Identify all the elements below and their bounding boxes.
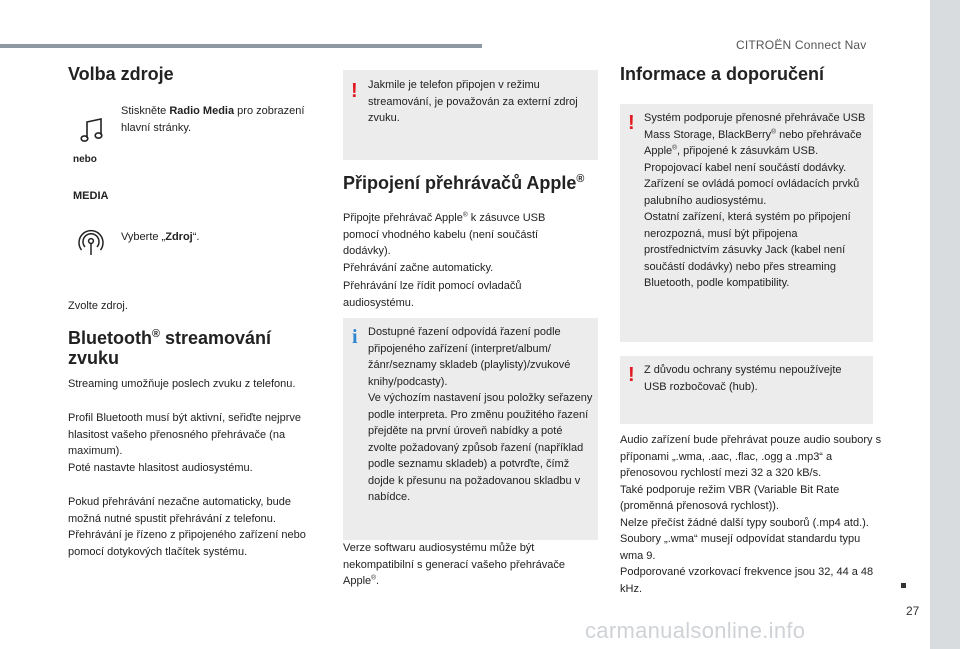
section-title-volba-zdroje: Volba zdroje (68, 64, 174, 84)
step-press-radio-media: Stiskněte Radio Media pro zobrazení hlavní stránky. (121, 105, 305, 134)
or-label: nebo (73, 154, 97, 165)
bt-paragraph-3: Pokud přehrávání nezačne automaticky, bude možná nutné spustit přehrávání z telefonu. Přehrávání je řízeno z připojeného zařízení nebo pomocí dotykových tlačítek systému. (68, 496, 306, 558)
warning-box-streaming: ! Jakmile je telefon připojen v režimu streamování, je považován za externí zdroj zvuku. (343, 70, 598, 160)
warning-box-usb-support: ! Systém podporuje přenosné přehrávače USB Mass Storage, BlackBerry® nebo přehrávače Apple®, připojené k zásuvkám USB. Propojovací kabel není součástí dodávky. Zařízení se ovládá pomocí ovládacích prvků palubního audiosystému. Ostatní zařízení, která systém po připojení nerozpozná, musí být připojena prostřednictvím zásuvky Jack (kabel není součástí dodávky) nebo přes streaming Bluetooth, podle kompatibility. (620, 104, 873, 342)
media-label: MEDIA (73, 190, 109, 202)
page-edge-bar (930, 0, 960, 649)
apple-paragraph-2: Přehrávání lze řídit pomocí ovladačů audiosystému. (343, 280, 522, 309)
info-icon: i (352, 326, 358, 348)
chapter-marker (901, 583, 906, 588)
warning-icon: ! (628, 364, 635, 386)
page-number: 27 (906, 604, 920, 618)
section-title-apple: Připojení přehrávačů Apple® (343, 173, 585, 193)
choose-source-text: Zvolte zdroj. (68, 300, 128, 312)
apple-version-note: Verze softwaru audiosystému může být nekompatibilní s generací vašeho přehrávače Apple®. (343, 542, 565, 587)
bt-paragraph-1: Streaming umožňuje poslech zvuku z telefonu. (68, 378, 296, 390)
warning-box-usb-hub: ! Z důvodu ochrany systému nepoužívejte USB rozbočovač (hub). (620, 356, 873, 424)
info-box-sorting: i Dostupné řazení odpovídá řazení podle připojeného zařízení (interpret/album/žánr/seznamy skladeb (playlisty)/zvukové knihy/podcasty). Ve výchozím nastavení jsou položky seřazeny podle interpreta. Pro změnu použitého řazení přejděte na první úroveň nabídky a poté zvolte požadovaný způsob řazení (například podle seznamu skladeb) a potvrďte, čímž dojde k přesunu na požadovanou skladbu v nabídce. (343, 318, 598, 540)
source-signal-icon (78, 229, 104, 257)
step-select-source: Vyberte „Zdroj“. (121, 231, 200, 243)
music-note-icon (80, 116, 104, 144)
apple-paragraph-1: Připojte přehrávač Apple® k zásuvce USB pomocí vhodného kabelu (není součástí dodávky). Přehrávání začne automaticky. (343, 211, 546, 274)
audio-formats-paragraph: Audio zařízení bude přehrávat pouze audio soubory s příponami „.wma, .aac, .flac, .ogg a .mp3“ a přenosovou rychlostí mezi 32 a 320 kB/s. Také podporuje režim VBR (Variable Bit Rate (proměnná přenosová rychlost)). Nelze přečíst žádné další typy souborů (.mp4 atd.). Soubory „.wma“ musejí odpovídat standardu typu wma 9. Podporované vzorkovací frekvence jsou 32, 44 a 48 kHz. (620, 434, 882, 595)
warning-icon: ! (628, 112, 635, 134)
warning-icon: ! (351, 80, 358, 102)
watermark: carmanualsonline.info (585, 618, 806, 643)
header-rule (0, 44, 482, 48)
bt-paragraph-2: Profil Bluetooth musí být aktivní, seřiďte nejprve hlasitost vašeho přenosného přehrávače (na maximum). Poté nastavte hlasitost audiosystému. (68, 412, 301, 474)
section-title-bluetooth: Bluetooth® streamování zvuku (68, 328, 272, 368)
section-title-informace: Informace a doporučení (620, 64, 825, 84)
brand-header: CITROËN Connect Nav (736, 38, 867, 52)
